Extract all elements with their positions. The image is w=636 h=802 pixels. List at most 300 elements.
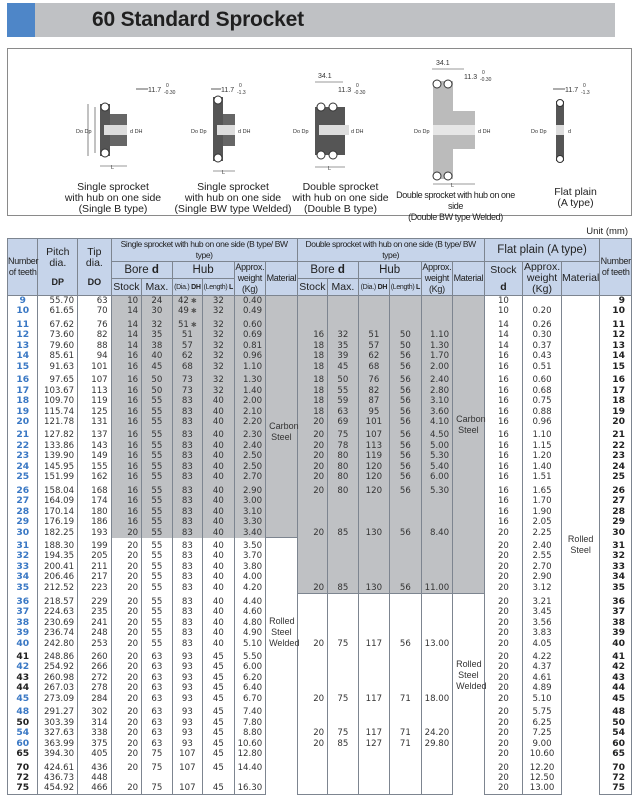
double-weight-cell (421, 704, 453, 717)
tip-dia-cell: 88 (78, 341, 112, 351)
tip-dia-cell: 137 (78, 427, 112, 440)
double-hub-dia-cell (358, 517, 390, 527)
double-hub-dia-cell: 127 (358, 739, 390, 749)
teeth-count-cell: 70 (8, 760, 38, 773)
double-hub-dia-cell: 120 (358, 462, 390, 472)
svg-text:Do Dp: Do Dp (191, 129, 207, 135)
double-hub-dia-cell: 82 (358, 386, 390, 396)
double-bore-stock-cell (297, 783, 327, 794)
double-weight-cell: 2.40 (421, 372, 453, 385)
single-hub-length-cell: 40 (203, 618, 235, 628)
pitch-dia-cell: 158.04 (38, 483, 78, 496)
double-hub-dia-cell: 68 (358, 362, 390, 372)
tip-dia-cell: 113 (78, 386, 112, 396)
teeth-count-cell-right: 41 (600, 649, 632, 662)
pitch-dia-cell: 303.39 (38, 718, 78, 728)
teeth-count-cell-right: 20 (600, 417, 632, 427)
double-hub-dia-cell: 117 (358, 694, 390, 704)
single-hub-dia-cell: 83 (172, 427, 202, 440)
single-bore-stock-cell: 16 (111, 451, 141, 461)
single-bore-stock-cell: 16 (111, 472, 141, 482)
teeth-count-cell-right: 33 (600, 562, 632, 572)
svg-text:-0.30: -0.30 (480, 77, 492, 83)
pitch-dia-cell: 176.19 (38, 517, 78, 527)
flat-weight-cell: 4.61 (523, 673, 562, 683)
single-weight-cell: 0.69 (234, 330, 266, 340)
double-weight-cell: 5.30 (421, 483, 453, 496)
double-hub-dia-cell (358, 306, 390, 316)
double-bore-stock-cell (297, 562, 327, 572)
single-bw-sprocket-drawing-icon (173, 49, 293, 179)
double-hub-length-cell: 56 (390, 351, 422, 361)
single-bore-max-cell: 63 (142, 649, 172, 662)
single-hub-dia-cell: 93 (172, 718, 202, 728)
double-weight-cell (421, 662, 453, 672)
diagram-double-bw-type (388, 49, 523, 222)
single-hub-dia-cell: 73 (172, 372, 202, 385)
pitch-dia-cell: 206.46 (38, 572, 78, 582)
svg-text:Do Dp: Do Dp (293, 129, 309, 135)
double-bore-stock-cell: 18 (297, 372, 327, 385)
double-bore-stock-cell (297, 551, 327, 561)
svg-text:34.1: 34.1 (318, 73, 332, 80)
double-hub-dia-cell (358, 628, 390, 638)
teeth-count-cell-right: 48 (600, 704, 632, 717)
teeth-count-cell: 19 (8, 407, 38, 417)
double-hub-length-cell: 56 (390, 362, 422, 372)
double-material-carbon-steel: Carbon Steel (453, 296, 485, 594)
table-row (8, 662, 632, 672)
double-bore-max-cell (328, 628, 358, 638)
flat-weight-cell: 2.70 (523, 562, 562, 572)
single-weight-cell: 3.00 (234, 496, 266, 506)
single-hub-dia-cell: 83 (172, 507, 202, 517)
single-weight-cell: 3.40 (234, 528, 266, 538)
single-hub-dia-cell: 83 (172, 407, 202, 417)
single-bore-max-cell: 55 (142, 396, 172, 406)
flat-stock-cell: 20 (484, 628, 523, 638)
flat-stock-cell: 16 (484, 441, 523, 451)
single-bore-stock-cell: 20 (111, 639, 141, 649)
single-bore-stock-cell: 20 (111, 673, 141, 683)
double-hub-dia-header (358, 279, 390, 296)
flat-stock-cell: 20 (484, 618, 523, 628)
single-hub-length-cell: 40 (203, 472, 235, 482)
double-weight-cell (421, 551, 453, 561)
double-hub-dia-cell: 130 (358, 583, 390, 594)
double-weight-cell: 4.10 (421, 417, 453, 427)
double-bore-max-cell: 80 (328, 483, 358, 496)
single-bore-max-cell: 32 (142, 317, 172, 330)
single-bore-stock-cell: 20 (111, 551, 141, 561)
flat-weight-cell: 5.10 (523, 694, 562, 704)
single-hub-length-cell: 45 (203, 718, 235, 728)
double-bore-max-cell: 75 (328, 694, 358, 704)
double-hub-length-cell (390, 618, 422, 628)
pitch-dia-cell: 260.98 (38, 673, 78, 683)
flat-stock-cell: 16 (484, 472, 523, 482)
table-row (8, 538, 632, 551)
single-hub-dia-cell: 83 (172, 462, 202, 472)
flat-stock-cell: 20 (484, 572, 523, 582)
tip-dia-cell: 119 (78, 396, 112, 406)
double-hub-dia-cell (358, 538, 390, 551)
tip-dia-cell: 375 (78, 739, 112, 749)
flat-weight-cell: 1.20 (523, 451, 562, 461)
double-bore-stock-cell (297, 683, 327, 693)
svg-text:11.3: 11.3 (338, 87, 352, 94)
single-hub-length-cell: 32 (203, 306, 235, 316)
single-bore-max-cell: 63 (142, 683, 172, 693)
double-weight-cell (421, 296, 453, 307)
single-bore-stock-cell: 20 (111, 583, 141, 594)
single-hub-length-cell: 32 (203, 372, 235, 385)
double-hub-length-cell: 56 (390, 441, 422, 451)
single-bore-max-cell: 55 (142, 483, 172, 496)
double-hub-length-cell (390, 551, 422, 561)
double-bore-max-cell (328, 718, 358, 728)
teeth-count-cell: 37 (8, 607, 38, 617)
tip-dia-cell: 180 (78, 507, 112, 517)
teeth-count-cell: 27 (8, 496, 38, 506)
single-bore-stock-cell: 20 (111, 594, 141, 607)
double-bore-stock-cell (297, 673, 327, 683)
double-hub-dia-cell (358, 296, 390, 307)
double-hub-length-cell: 56 (390, 451, 422, 461)
double-bore-stock-cell: 20 (297, 583, 327, 594)
double-bore-max-cell (328, 704, 358, 717)
single-bore-stock-cell: 20 (111, 538, 141, 551)
tip-dia-cell: 101 (78, 362, 112, 372)
table-row (8, 417, 632, 427)
tip-dia-cell: 436 (78, 760, 112, 773)
single-bore-max-cell: 55 (142, 451, 172, 461)
single-bore-stock-cell: 20 (111, 528, 141, 538)
svg-text:0: 0 (356, 83, 359, 89)
flat-plain-sprocket-drawing-icon (523, 49, 628, 179)
tip-dia-cell: 199 (78, 538, 112, 551)
flat-stock-cell: 20 (484, 783, 523, 794)
pitch-dia-cell: 170.14 (38, 507, 78, 517)
single-hub-dia-cell: 83 (172, 572, 202, 582)
single-weight-cell: 4.00 (234, 572, 266, 582)
double-hub-length-cell (390, 662, 422, 672)
table-row (8, 628, 632, 638)
tip-dia-cell: 235 (78, 607, 112, 617)
single-hub-length-cell: 32 (203, 351, 235, 361)
double-bore-stock-cell (297, 718, 327, 728)
hub-dia-symbol: DH (191, 283, 201, 291)
flat-stock-cell: 10 (484, 306, 523, 316)
teeth-count-cell-right: 72 (600, 773, 632, 783)
single-hub-dia-cell: 68 (172, 362, 202, 372)
teeth-count-cell-right: 75 (600, 783, 632, 794)
double-bore-max-cell (328, 673, 358, 683)
double-hub-dia-cell: 107 (358, 427, 390, 440)
single-hub-dia-cell: 93 (172, 673, 202, 683)
teeth-count-cell-right: 25 (600, 472, 632, 482)
pitch-dia-cell: 254.92 (38, 662, 78, 672)
flat-weight-cell: 0.20 (523, 306, 562, 316)
double-hub-length-cell (390, 517, 422, 527)
single-hub-dia-cell: 83 (172, 639, 202, 649)
single-material-header: Material (266, 262, 298, 296)
single-material-carbon-steel: Carbon Steel (266, 296, 298, 538)
pitch-dia-cell: 67.62 (38, 317, 78, 330)
double-bore-max-cell: 59 (328, 396, 358, 406)
single-hub-length-cell: 40 (203, 407, 235, 417)
teeth-count-cell-right: 34 (600, 572, 632, 582)
single-bore-stock-cell: 16 (111, 351, 141, 361)
diagram-caption-line: Double sprocket (302, 181, 379, 193)
teeth-count-cell-right: 17 (600, 386, 632, 396)
teeth-count-cell: 28 (8, 507, 38, 517)
table-row (8, 618, 632, 628)
pitch-dia-cell: 97.65 (38, 372, 78, 385)
unit-label: Unit (mm) (586, 226, 628, 237)
col-number-of-teeth-right: Number of teeth (600, 239, 632, 296)
single-bore-max-cell: 55 (142, 618, 172, 628)
tip-dia-cell: 174 (78, 496, 112, 506)
teeth-count-cell: 13 (8, 341, 38, 351)
double-hub-length-cell (390, 306, 422, 316)
single-bore-max-cell: 50 (142, 386, 172, 396)
single-bore-stock-cell: 20 (111, 683, 141, 693)
page-title: 60 Standard Sprocket (92, 8, 304, 31)
pitch-dia-cell: 218.57 (38, 594, 78, 607)
double-bore-max-cell (328, 538, 358, 551)
teeth-count-cell-right: 43 (600, 673, 632, 683)
double-bore-stock-cell (297, 496, 327, 506)
single-hub-dia-cell: 93 (172, 649, 202, 662)
single-hub-length-cell: 40 (203, 551, 235, 561)
single-bore-max-cell: 75 (142, 760, 172, 773)
double-hub-length-cell: 56 (390, 396, 422, 406)
single-bore-stock-cell: 16 (111, 396, 141, 406)
single-bore-max-cell: 55 (142, 639, 172, 649)
pitch-dia-cell: 436.73 (38, 773, 78, 783)
double-hub-dia-cell: 120 (358, 483, 390, 496)
single-bore-header (111, 262, 172, 279)
single-hub-dia-cell: 83 (172, 441, 202, 451)
double-bore-max-cell: 39 (328, 351, 358, 361)
flat-weight-cell: 3.56 (523, 618, 562, 628)
single-hub-dia-cell: 83 (172, 594, 202, 607)
double-bore-max-cell: 80 (328, 472, 358, 482)
teeth-count-cell-right: 42 (600, 662, 632, 672)
single-bore-stock-cell: 20 (111, 562, 141, 572)
double-hub-dia-cell (358, 594, 390, 607)
flat-weight-cell: 7.25 (523, 728, 562, 738)
flat-weight-cell: 6.25 (523, 718, 562, 728)
double-weight-cell (421, 749, 453, 759)
teeth-count-cell: 41 (8, 649, 38, 662)
double-weight-cell: 2.00 (421, 362, 453, 372)
teeth-count-cell: 22 (8, 441, 38, 451)
double-bore-stock-cell (297, 618, 327, 628)
hub-length-label: (Length) (390, 283, 415, 291)
flat-stock-cell: 20 (484, 528, 523, 538)
flat-weight-cell: 12.20 (523, 760, 562, 773)
svg-text:11.7: 11.7 (148, 87, 162, 94)
teeth-count-cell-right: 9 (600, 296, 632, 307)
double-weight-cell (421, 496, 453, 506)
flat-weight-cell: 0.26 (523, 317, 562, 330)
single-hub-length-cell: 40 (203, 441, 235, 451)
tip-dia-symbol: DO (87, 276, 102, 287)
sprocket-diagrams-panel (7, 48, 632, 222)
teeth-count-cell: 36 (8, 594, 38, 607)
flat-stock-cell: 10 (484, 296, 523, 307)
double-weight-cell (421, 673, 453, 683)
flat-weight-cell: 2.90 (523, 572, 562, 582)
flat-stock-cell: 20 (484, 649, 523, 662)
spec-table-body (8, 296, 632, 795)
tip-dia-cell: 266 (78, 662, 112, 672)
double-bw-sprocket-drawing-icon (388, 49, 523, 189)
table-row (8, 306, 632, 316)
table-row (8, 330, 632, 340)
double-hub-length-cell (390, 704, 422, 717)
diagram-caption-line: Single sprocket (77, 181, 149, 193)
double-hub-length-header (390, 279, 422, 296)
svg-text:0: 0 (482, 70, 485, 76)
flat-weight-cell: 12.50 (523, 773, 562, 783)
flat-stock-cell: 16 (484, 451, 523, 461)
teeth-count-cell-right: 54 (600, 728, 632, 738)
teeth-count-cell-right: 32 (600, 551, 632, 561)
flat-stock-cell: 16 (484, 417, 523, 427)
single-bore-max-cell: 63 (142, 694, 172, 704)
double-bore-stock-cell: 18 (297, 386, 327, 396)
flat-stock-cell: 20 (484, 739, 523, 749)
flat-stock-cell: 20 (484, 749, 523, 759)
flat-weight-cell: 13.00 (523, 783, 562, 794)
flat-weight-cell: 10.60 (523, 749, 562, 759)
single-weight-cell: 4.90 (234, 628, 266, 638)
teeth-count-cell: 18 (8, 396, 38, 406)
table-row (8, 683, 632, 693)
flat-weight-cell: 4.37 (523, 662, 562, 672)
teeth-count-cell-right: 50 (600, 718, 632, 728)
flat-weight-cell: 1.15 (523, 441, 562, 451)
single-weight-cell: 6.20 (234, 673, 266, 683)
double-bore-max-cell (328, 296, 358, 307)
table-row (8, 296, 632, 307)
svg-text:-0.30: -0.30 (354, 90, 366, 96)
double-hub-length-cell (390, 673, 422, 683)
double-bore-max-cell: 50 (328, 372, 358, 385)
tip-dia-cell: 248 (78, 628, 112, 638)
single-weight-cell: 0.81 (234, 341, 266, 351)
double-hub-length-cell: 50 (390, 330, 422, 340)
single-weight-cell: 3.30 (234, 517, 266, 527)
teeth-count-cell: 50 (8, 718, 38, 728)
tip-dia-cell: 76 (78, 317, 112, 330)
single-bore-max-cell: 55 (142, 551, 172, 561)
flat-stock-header (484, 262, 523, 296)
double-weight-cell: 18.00 (421, 694, 453, 704)
title-bar (7, 3, 615, 37)
single-hub-length-cell: 40 (203, 483, 235, 496)
svg-text:L: L (328, 166, 332, 172)
teeth-count-cell: 60 (8, 739, 38, 749)
single-hub-length-cell: 40 (203, 639, 235, 649)
single-hub-length-cell: 40 (203, 496, 235, 506)
teeth-count-cell: 54 (8, 728, 38, 738)
double-hub-length-cell (390, 507, 422, 517)
tip-dia-cell: 82 (78, 330, 112, 340)
double-hub-length-cell: 71 (390, 694, 422, 704)
pitch-dia-cell: 200.41 (38, 562, 78, 572)
pitch-dia-cell: 127.82 (38, 427, 78, 440)
teeth-count-cell: 40 (8, 639, 38, 649)
double-bore-max-cell (328, 773, 358, 783)
double-hub-length-cell (390, 572, 422, 582)
single-bore-max-cell: 30 (142, 306, 172, 316)
flat-stock-cell: 16 (484, 351, 523, 361)
single-weight-cell: 4.40 (234, 594, 266, 607)
diagram-double-b-type (283, 49, 398, 217)
pitch-dia-cell: 394.30 (38, 749, 78, 759)
single-hub-dia-cell (172, 296, 202, 307)
teeth-count-cell: 65 (8, 749, 38, 759)
table-row (8, 773, 632, 783)
double-weight-cell: 5.40 (421, 462, 453, 472)
table-row (8, 594, 632, 607)
svg-text:d DH: d DH (238, 129, 251, 135)
single-hub-length-cell: 45 (203, 739, 235, 749)
teeth-count-cell: 11 (8, 317, 38, 330)
table-row (8, 562, 632, 572)
flat-weight-cell: 2.55 (523, 551, 562, 561)
double-bore-max-cell (328, 517, 358, 527)
pitch-dia-cell: 115.74 (38, 407, 78, 417)
teeth-count-cell-right: 21 (600, 427, 632, 440)
single-hub-dia-cell: 93 (172, 694, 202, 704)
table-row (8, 704, 632, 717)
single-hub-length-cell: 32 (203, 317, 235, 330)
double-weight-cell (421, 649, 453, 662)
double-hub-dia-cell: 62 (358, 351, 390, 361)
tip-dia-cell: 107 (78, 372, 112, 385)
double-hub-dia-cell (358, 783, 390, 794)
flat-weight-cell: 9.00 (523, 739, 562, 749)
single-hub-length-cell: 40 (203, 538, 235, 551)
single-hub-length-cell: 40 (203, 583, 235, 594)
single-bore-max-cell: 63 (142, 673, 172, 683)
single-bore-stock-cell: 14 (111, 317, 141, 330)
flat-weight-cell: 0.88 (523, 407, 562, 417)
double-material-rolled-steel-welded: Rolled Steel Welded (453, 594, 485, 795)
diagram-caption-line: with hub on one side (64, 192, 162, 204)
double-bore-stock-cell: 16 (297, 330, 327, 340)
teeth-count-cell: 23 (8, 451, 38, 461)
tip-dia-cell: 143 (78, 441, 112, 451)
single-hub-length-cell: 32 (203, 330, 235, 340)
double-weight-cell (421, 618, 453, 628)
teeth-count-cell-right: 23 (600, 451, 632, 461)
single-weight-cell: 3.10 (234, 507, 266, 517)
single-bore-stock-cell: 20 (111, 607, 141, 617)
teeth-count-cell-right: 65 (600, 749, 632, 759)
double-weight-cell: 5.00 (421, 441, 453, 451)
flat-stock-cell: 16 (484, 407, 523, 417)
single-bore-max-cell: 55 (142, 496, 172, 506)
single-bore-max-cell: 55 (142, 594, 172, 607)
single-bore-max-cell: 63 (142, 704, 172, 717)
single-weight-cell: 3.80 (234, 562, 266, 572)
